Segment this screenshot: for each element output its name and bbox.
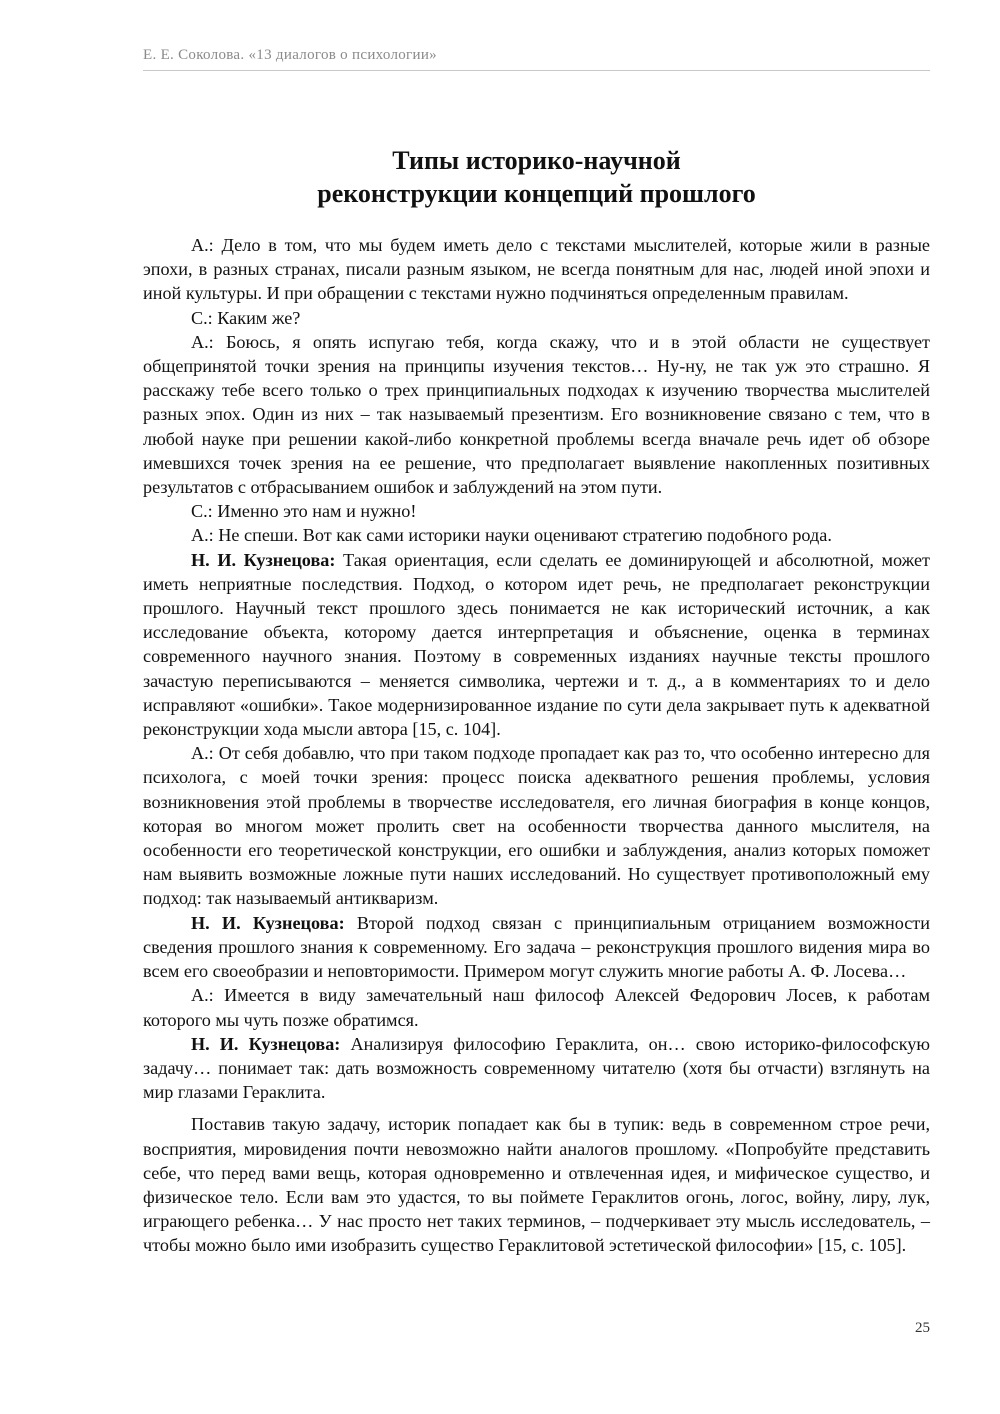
paragraph-text: А.: От себя добавлю, что при таком подходе пропадает как раз то, что особенно интересно для психолога, с моей точки зрения: процесс поиска адекватного решения проблемы, условия возникновения этой проблемы в творчестве исследователя, его личная биография в конце концов, которая во многом может пролить свет на особенности творчества данного мыслителя, на особенности его теоретической конструкции, его ошибки и заблуждения, анализ которых поможет нам выявить возможные ложные пути наших исследований. Но существует противоположный ему подход: так называемый антикваризм. [143,743,930,909]
header-rule [143,70,930,71]
paragraph-text: Второй подход связан с принципиальным отрицанием возможности сведения прошлого знания к современному. Его задача – реконструкция прошлого видения мира во всем его своеобразии и неповторимости. Примером могут служить многие работы А. Ф. Лосева… [143,912,930,982]
paragraph-text: А.: Имеется в виду замечательный наш философ Алексей Федорович Лосев, к работам которого мы чуть позже обратимся. [143,985,930,1030]
paragraph-11 [143,1112,930,1257]
paragraph-text: С.: Именно это нам и нужно! [191,501,417,522]
chapter-title-line-1: Типы историко-научной [392,146,681,175]
paragraph-6 [143,548,930,742]
paragraph-3 [143,330,930,499]
speaker-name: Н. И. Кузнецова: [191,912,345,933]
paragraph-text: Такая ориентация, если сделать ее доминирующей и абсолютной, может иметь неприятные последствия. Подход, о котором идет речь, не предполагает реконструкции прошлого. Научный текст прошлого здесь понимается не как исторический источник, а как исследование объекта, которому дается интерпретация и объяснение, оценка в терминах современного научного знания. Поэтому в современных изданиях научные тексты прошлого зачастую переписываются – меняется символика, чертежи и т. д., а в комментариях то и дело исправляют «ошибки». Такое модернизированное издание по сути дела закрывает путь к адекватной реконструкции хода мысли автора [15, с. 104]. [143,549,930,740]
paragraph-10 [143,1032,930,1105]
page-number: 25 [915,1320,930,1336]
paragraph-1 [143,233,930,306]
paragraph-4 [143,499,930,523]
speaker-name: Н. И. Кузнецова: [191,549,336,570]
paragraph-text: С.: Каким же? [191,307,301,328]
paragraph-text: А.: Боюсь, я опять испугаю тебя, когда скажу, что и в этой области не существует общепринятой точки зрения на принципы изучения текстов… Ну-ну, не так уж это страшно. Я расскажу тебе всего только о трех принципиальных подходах к изучению творчества мыслителей разных эпох. Один из них – так называемый презентизм. Его возникновение связано с тем, что в любой науке при решении какой-либо конкретной проблемы всегда вначале речь идет об обзоре имевшихся точек зрения на ее решение, что предполагает выявление накопленных позитивных результатов с отбрасыванием ошибок и заблуждений на этом пути. [143,331,930,498]
paragraph-text: А.: Не спеши. Вот как сами историки науки оценивают стратегию подобного рода. [191,525,832,546]
chapter-title [143,144,930,210]
paragraph-text: Поставив такую задачу, историк попадает как бы в тупик: ведь в современном строе речи, восприятия, мировидения почти невозможно найти аналогов прошлому. «Попробуйте представить себе, что перед вами вещь, которая одновременно и отвлеченная идея, и мифическое существо, и физическое тело. Если вам это удастся, то вы поймете Гераклитов огонь, логос, войну, лиру, лук, играющего ребенка… У нас просто нет таких терминов, – подчеркивает эту мысль исследователь, – чтобы можно было ими изобразить существо Гераклитовой эстетической философии» [15, с. 105]. [143,1114,930,1256]
paragraph-text: Анализируя философию Гераклита, он… свою историко-философскую задачу… понимает так: дать возможность современному читателю (хотя бы отчасти) взглянуть на мир глазами Гераклита. [143,1033,930,1103]
speaker-name: Н. И. Кузнецова: [191,1033,341,1054]
paragraph-5 [143,523,930,547]
paragraph-text: А.: Дело в том, что мы будем иметь дело с текстами мыслителей, которые жили в разные эпохи, в разных странах, писали разным языком, не всегда понятным для нас, людей иной эпохи и иной культуры. И при обращении с текстами нужно подчиняться определенным правилам. [143,235,930,304]
paragraph-8 [143,911,930,984]
chapter-title-line-2: реконструкции концепций прошлого [317,179,756,208]
paragraph-7 [143,741,930,910]
running-head: Е. Е. Соколова. «13 диалогов о психологии» [143,47,437,63]
paragraph-9 [143,983,930,1031]
body-text [143,233,930,1258]
paragraph-2 [143,306,930,330]
